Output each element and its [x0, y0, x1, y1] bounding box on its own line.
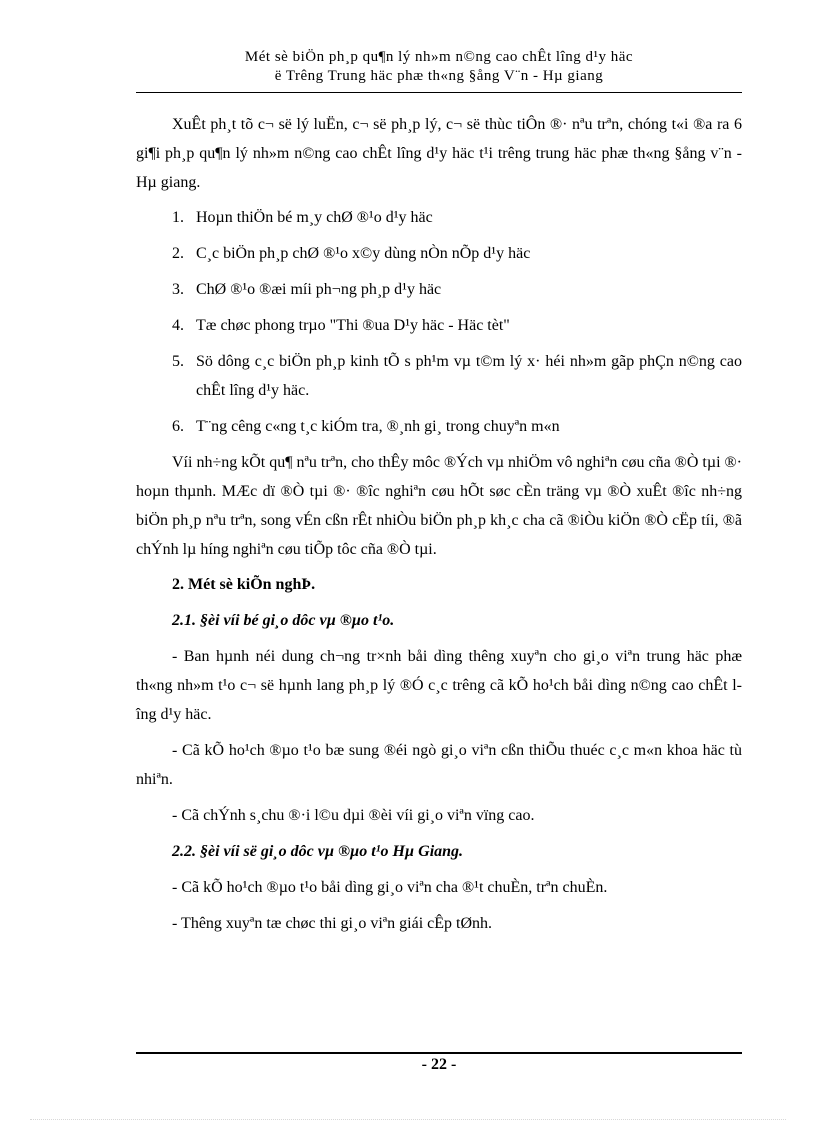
list-text: ChØ ®¹o ®æi míi ph¬ng ph¸p d¹y häc: [196, 281, 442, 298]
list-number: 2.: [172, 245, 184, 262]
section-heading: 2. Mét sè kiÕn nghÞ.: [172, 576, 316, 593]
list-item: [136, 347, 742, 405]
header-divider: [136, 92, 742, 93]
list-item: [136, 412, 742, 441]
recommendation-item: - Thêng xuyªn tæ chøc thi gi¸o viªn giái cÊp tØnh.: [172, 915, 493, 932]
page-number: - 22 -: [421, 1056, 457, 1073]
list-number: 1.: [172, 209, 184, 226]
footer-divider: [136, 1052, 742, 1054]
header-line-1: Mét sè biÖn ph¸p qu¶n lý nh»m n©ng cao chÊt lîng d¹y häc: [244, 49, 634, 65]
recommendation-item: - Cã kÕ ho¹ch ®µo t¹o bæ sung ®éi ngò gi¸o viªn cßn thiÕu thuéc c¸c m«n khoa häc tù nhiªn.: [136, 742, 742, 788]
recommendation-item: - Cã chÝnh s¸chu ®·i l©u dµi ®èi víi gi¸o viªn vïng cao.: [172, 807, 535, 824]
header-line-2: ë Trêng Trung häc phæ th«ng §ång V¨n - Hµ giang: [274, 68, 604, 84]
list-number: 3.: [172, 281, 184, 298]
list-item: [136, 239, 742, 268]
list-number: 5.: [172, 353, 184, 370]
list-text: Sö dông c¸c biÖn ph¸p kinh tÕ s ph¹m vµ t©m lý x· héi nh»m gãp phÇn n©ng cao chÊt lîng d¹y häc.: [196, 353, 742, 399]
list-number: 4.: [172, 317, 184, 334]
recommendation-item: - Ban hµnh néi dung ch¬ng tr×nh båi dìng thêng xuyªn cho gi¸o viªn trung häc phæ th«ng nh»m t¹o c¬ së hµnh lang ph¸p lý ®Ó c¸c trêng cã kÕ ho¹ch båi dìng n©ng cao chÊt lîng d¹y häc.: [136, 648, 742, 723]
list-item: [136, 311, 742, 340]
recommendation-item: - Cã kÕ ho¹ch ®µo t¹o båi dìng gi¸o viªn cha ®¹t chuÈn, trªn chuÈn.: [172, 879, 608, 896]
list-item: [136, 275, 742, 304]
list-text: C¸c biÖn ph¸p chØ ®¹o x©y dùng nÒn nÕp d¹y häc: [196, 245, 531, 262]
list-text: T¨ng cêng c«ng t¸c kiÓm tra, ®¸nh gi¸ trong chuyªn m«n: [196, 418, 560, 435]
list-item: [136, 203, 742, 232]
subsection-heading: 2.2. §èi víi së gi¸o dôc vµ ®µo t¹o Hµ Giang.: [172, 843, 464, 860]
subsection-heading: 2.1. §èi víi bé gi¸o dôc vµ ®µo t¹o.: [172, 612, 395, 629]
page-edge-guide: [30, 1119, 786, 1120]
list-text: Hoµn thiÖn bé m¸y chØ ®¹o d¹y häc: [196, 209, 433, 226]
page-body: [136, 110, 742, 945]
list-text: Tæ chøc phong trµo "Thi ®ua D¹y häc - Häc tèt": [196, 317, 510, 334]
running-header: [136, 48, 742, 86]
list-number: 6.: [172, 418, 184, 435]
conclusion-paragraph: Víi nh÷ng kÕt qu¶ nªu trªn, cho thÊy môc ®Ých vµ nhiÖm vô nghiªn cøu cña ®Ò tµi ®· hoµn thµnh. MÆc dï ®Ò tµi ®· ®îc nghiªn cøu hÕt søc cÈn träng vµ ®Ò xuÊt ®îc nh÷ng biÖn ph¸p nªu trªn, song vÉn cßn rÊt nhiÒu biÖn ph¸p kh¸c cha cã ®iÒu kiÖn ®Ò cËp tíi, ®ã chÝnh lµ híng nghiªn cøu tiÕp tôc cña ®Ò tµi.: [136, 454, 742, 558]
intro-paragraph: XuÊt ph¸t tõ c¬ së lý luËn, c¬ së ph¸p lý, c¬ së thùc tiÔn ®· nªu trªn, chóng t«i ®a ra 6 gi¶i ph¸p qu¶n lý nh»m n©ng cao chÊt lîng d¹y häc t¹i trêng trung häc phæ th«ng §ång v¨n - Hµ giang.: [136, 116, 742, 191]
